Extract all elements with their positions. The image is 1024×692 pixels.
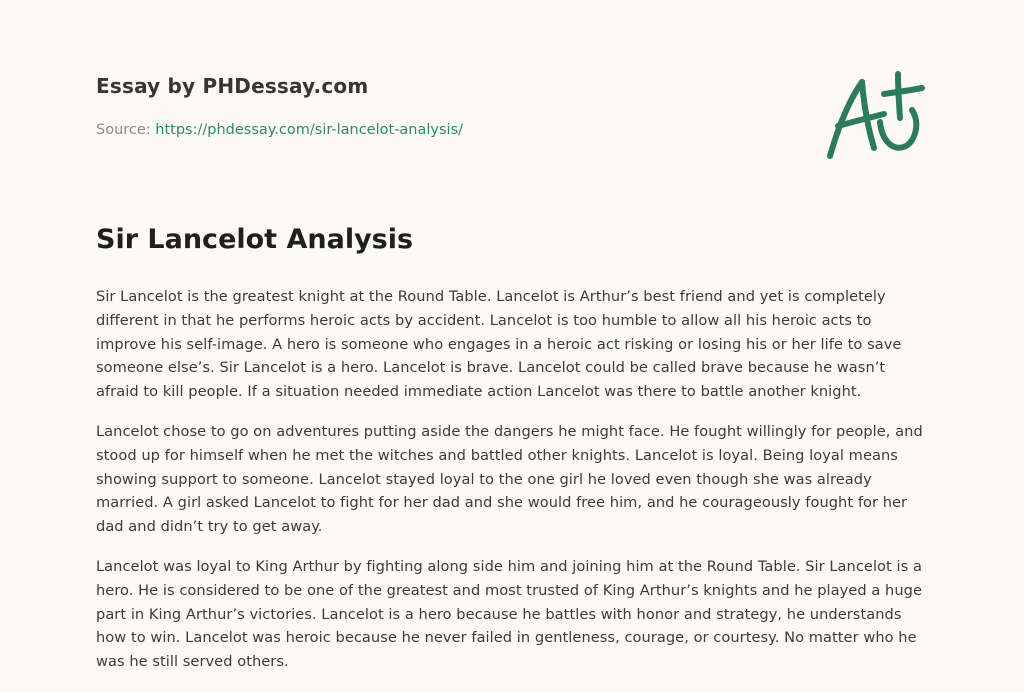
- source-link[interactable]: https://phdessay.com/sir-lancelot-analysis/: [155, 122, 464, 138]
- source-line: [96, 122, 716, 138]
- source-label: Source:: [96, 122, 156, 138]
- page-header: [96, 74, 716, 138]
- paragraph: Lancelot chose to go on adventures putting aside the dangers he might face. He fought willingly for people, and stood up for himself when he met the witches and battled other knights. Lancelot is loyal. Being loyal means showing support to someone. Lancelot stayed loyal to the one girl he loved even though she was already married. A girl asked Lancelot to fight for her dad and she would free him, and he courageously fought for her dad and didn’t try to get away.: [96, 422, 923, 536]
- essay-title: Sir Lancelot Analysis: [96, 224, 414, 255]
- site-brand: Essay by PHDessay.com: [96, 74, 369, 98]
- paragraph: Sir Lancelot is the greatest knight at the Round Table. Lancelot is Arthur’s best friend and yet is completely different in that he performs heroic acts by accident. Lancelot is too humble to allow all his heroic acts to improve his self-image. A hero is someone who engages in a heroic act risking or losing his or her life to save someone else’s. Sir Lancelot is a hero. Lancelot is brave. Lancelot could be called brave because he wasn’t afraid to kill people. If a situation needed immediate action Lancelot was there to battle another knight.: [96, 288, 902, 401]
- essay-body: [96, 285, 932, 690]
- a-plus-grade-logo-icon: [818, 66, 928, 166]
- paragraph: Lancelot was loyal to King Arthur by fighting along side him and joining him at the Round Table. Sir Lancelot is a hero. He is considered to be one of the greatest and most trusted of King Arthur’s knights and he played a huge part in King Arthur’s victories. Lancelot is a hero because he battles with honor and strategy, he understands how to win. Lancelot was heroic because he never failed in gentleness, courage, or courtesy. No matter who he was he still served others.: [96, 557, 922, 671]
